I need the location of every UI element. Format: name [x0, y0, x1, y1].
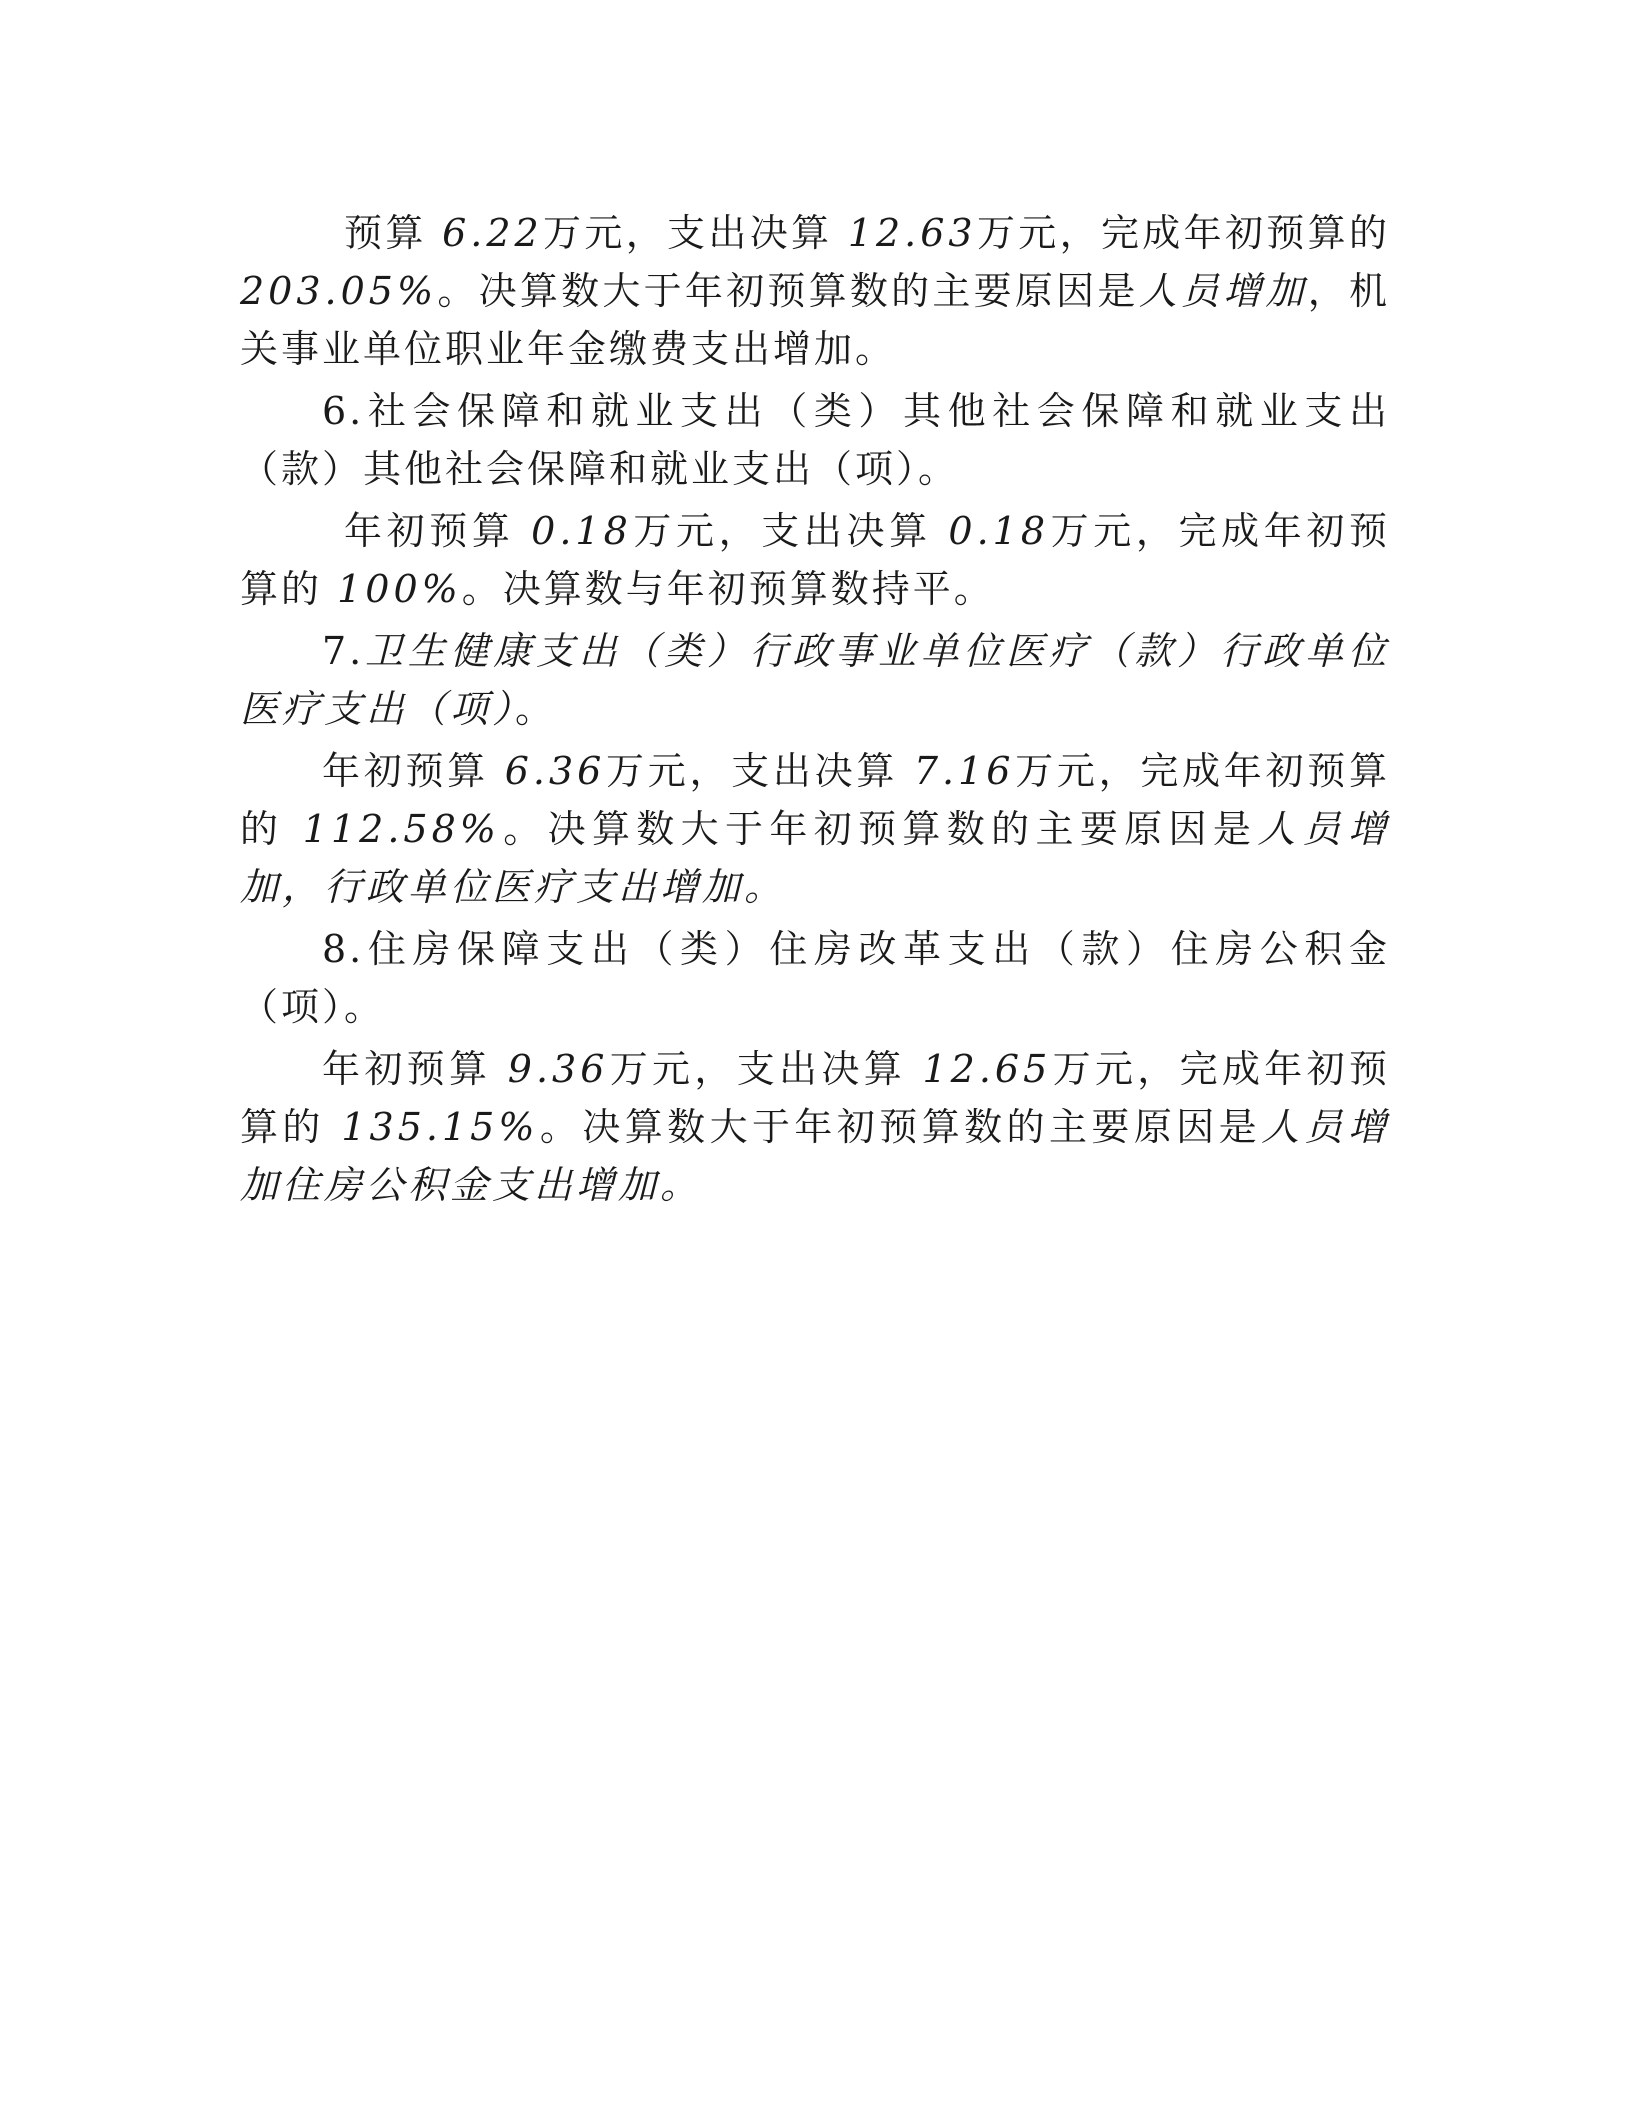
text-run: ，机关事业单位职业年金缴费支出增加。 [240, 269, 1390, 371]
italic-text-run: 人员增加住房公积金支出增加。 [240, 1105, 1390, 1207]
italic-text-run: 12.65 [922, 1047, 1052, 1091]
italic-text-run: 人员增加 [1138, 269, 1308, 313]
paragraph-budget-social-security [240, 502, 1390, 618]
italic-text-run: 人员增加，行政单位医疗支出增加。 [240, 807, 1390, 909]
text-run: 。决算数大于年初预算数的主要原因是 [437, 269, 1139, 313]
italic-text-run: 112.58% [302, 807, 500, 851]
text-run: 万元，完成年初预算的 [976, 211, 1390, 255]
paragraph-heading-social-security [240, 382, 1390, 498]
italic-text-run: 0.18 [531, 509, 632, 553]
italic-text-run: 12.63 [847, 211, 977, 255]
text-run: 万元，完成年初预算的 [240, 1047, 1390, 1149]
text-run: 预算 [344, 211, 443, 255]
text-run: 万元，支出决算 [631, 509, 949, 553]
paragraph-budget-pension [240, 204, 1390, 378]
text-run: 万元，完成年初预算的 [240, 749, 1390, 851]
paragraph-heading-health [240, 622, 1390, 738]
text-run: 万元，支出决算 [605, 749, 914, 793]
paragraph-budget-health [240, 742, 1390, 916]
italic-text-run: 卫生健康支出（类）行政事业单位医疗（款）行政单位医疗支出（项） [240, 629, 1390, 731]
italic-text-run: 203.05% [240, 269, 438, 313]
italic-text-run: 9.36 [507, 1047, 609, 1091]
text-run: 6.社会保障和就业支出（类）其他社会保障和就业支出（款）其他社会保障和就业支出（项）。 [240, 389, 1390, 491]
italic-text-run: 0.18 [948, 509, 1050, 553]
italic-text-run: 135.15% [341, 1105, 539, 1149]
document-body [240, 204, 1390, 1218]
text-run: 。决算数与年初预算数持平。 [461, 567, 995, 611]
italic-text-run: 6.22 [442, 211, 543, 255]
text-run: 。决算数大于年初预算数的主要原因是 [538, 1105, 1262, 1149]
text-run: 年初预算 [344, 509, 532, 553]
text-run: 万元，完成年初预算的 [240, 509, 1390, 611]
paragraph-budget-housing [240, 1040, 1390, 1214]
italic-text-run: 7.16 [913, 749, 1015, 793]
text-run: 7. [322, 629, 365, 673]
text-run: 。 [515, 687, 557, 731]
text-run: 万元，支出决算 [542, 211, 848, 255]
paragraph-heading-housing [240, 920, 1390, 1036]
text-run: 年初预算 [322, 1047, 508, 1091]
text-run: 8.住房保障支出（类）住房改革支出（款）住房公积金（项）。 [240, 927, 1390, 1029]
text-run: 万元，支出决算 [608, 1047, 923, 1091]
text-run: 。决算数大于年初预算数的主要原因是 [499, 807, 1258, 851]
italic-text-run: 6.36 [504, 749, 606, 793]
text-run: 年初预算 [322, 749, 505, 793]
italic-text-run: 100% [337, 567, 462, 611]
